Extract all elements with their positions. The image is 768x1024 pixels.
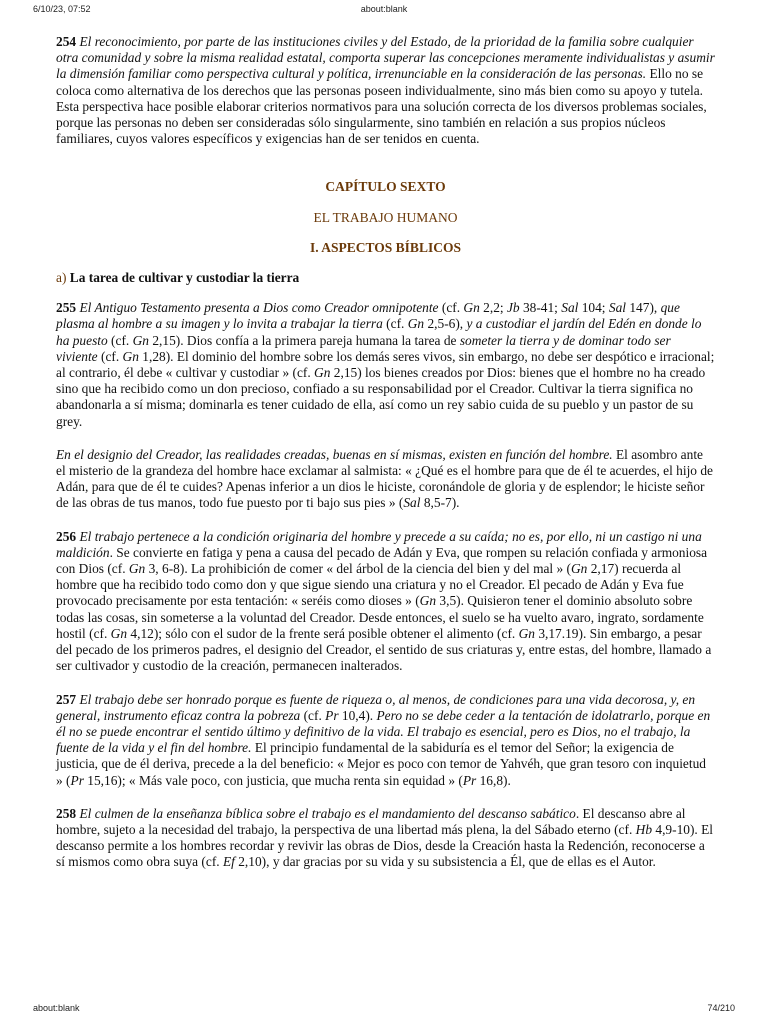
section-title: I. ASPECTOS BÍBLICOS — [310, 239, 461, 255]
footer-url: about:blank — [33, 1003, 80, 1013]
document-body — [56, 34, 715, 888]
paragraph-256: 256 El trabajo pertenece a la condición originaria del hombre y precede a su caída; no es, por ello, ni un castigo ni una maldición. Se convierte en fatiga y pena a causa del pecado de Adán y Eva, que rompen su relación confiada y armoniosa con Dios (cf. Gn 3, 6-8). La prohibición de comer « del árbol de la ciencia del bien y del mal » (Gn 2,17) recuerda al hombre que ha recibido todo como don y que sigue siendo una criatura y no el Creador. El pecado de Adán y Eva fue provocado precisamente por esta tentación: « seréis como dioses » (Gn 3,5). Quisieron tener el dominio absoluto sobre todas las cosas, sin someterse a la voluntad del Creador. Desde entonces, el suelo se ha vuelto avaro, ingrato, sordamente hostil (cf. Gn 4,12); sólo con el sudor de la frente será posible obtener el alimento (cf. Gn 3,17.19). Sin embargo, a pesar del pecado de los primeros padres, el designio del Creador, el sentido de sus criaturas y, entre estas, del hombre, llamado a ser cultivador y custodio de la creación, permanecen inalterados. — [56, 528, 712, 674]
paragraph-254: 254 El reconocimiento, por parte de las instituciones civiles y del Estado, de la prioridad de la familia sobre cualquier otra comunidad y sobre la misma realidad estatal, comporta superar las concepciones meramente individualistas y asumir la dimensión familiar como perspectiva cultural y política, irrenunciable en la consideración de las personas. Ello no se coloca como alternativa de los derechos que las personas poseen individualmente, sino más bien como su apoyo y tutela. Esta perspectiva hace posible elaborar criterios normativos para una solución correcta de los diversos problemas sociales, porque las personas no deben ser consideradas sólo singularmente, sino también en relación a sus propios núcleos familiares, cuyos valores específicos y exigencias han de ser tenidos en cuenta. — [56, 34, 715, 147]
paragraph-255: 255 El Antiguo Testamento presenta a Dios como Creador omnipotente (cf. Gn 2,2; Jb 38-41; Sal 104; Sal 147), que plasma al hombre a su imagen y lo invita a trabajar la tierra (cf. Gn 2,5-6), y a custodiar el jardín del Edén en donde lo ha puesto (cf. Gn 2,15). Dios confía a la primera pareja humana la tarea de someter la tierra y de dominar todo ser viviente (cf. Gn 1,28). El dominio del hombre sobre los demás seres vivos, sin embargo, no debe ser despótico e irracional; al contrario, él debe « cultivar y custodiar » (cf. Gn 2,15) los bienes creados por Dios: bienes que el hombre no ha creado sino que ha recibido como un don precioso, confiado a su responsabilidad por el Creador. Cultivar la tierra significa no abandonarla a sí misma; dominarla es tener cuidado de ella, así como un rey sabio cuida de su pueblo y un pastor de su grey. — [56, 300, 715, 429]
paragraph-258: 258 El culmen de la enseñanza bíblica sobre el trabajo es el mandamiento del descanso sabático. El descanso abre al hombre, sujeto a la necesidad del trabajo, la perspectiva de una libertad más plena, la del Sábado eterno (cf. Hb 4,9-10). El descanso permite a los hombres recordar y revivir las obras de Dios, desde la Creación hasta la Redención, reconocerse a sí mismos como obra suya (cf. Ef 2,10), y dar gracias por su vida y su subsistencia a Él, que de ellas es el Autor. — [56, 805, 714, 870]
paragraph-255-continued: En el designio del Creador, las realidades creadas, buenas en sí mismas, existen en función del hombre. El asombro ante el misterio de la grandeza del hombre hace exclamar al salmista: « ¿Qué es el hombre para que de él te acuerdes, el hijo de Adán, para que de él te cuides? Apenas inferior a un dios le hiciste, coronándole de gloria y de esplendor; le hiciste señor de las obras de tus manos, todo fue puesto por ti bajo sus pies » (Sal 8,5-7). — [56, 446, 713, 511]
paragraph-number: 255 — [56, 300, 77, 316]
paragraph-number: 256 — [56, 528, 77, 544]
paragraph-number: 254 — [56, 34, 77, 49]
paragraph-257: 257 El trabajo debe ser honrado porque es fuente de riqueza o, al menos, de condiciones para una vida decorosa, y, en general, instrumento eficaz contra la pobreza (cf. Pr 10,4). Pero no se debe ceder a la tentación de idolatrarlo, porque en él no se puede encontrar el sentido último y definitivo de la vida. El trabajo es esencial, pero es Dios, no el trabajo, la fuente de la vida y el fin del hombre. El principio fundamental de la sabiduría es el temor del Señor; la exigencia de justicia, que de él deriva, precede a la del beneficio: « Mejor es poco con temor de Yahvéh, que gran tesoro con inquietud » (Pr 15,16); « Más vale poco, con justicia, que mucha renta sin equidad » (Pr 16,8). — [56, 691, 711, 788]
chapter-subtitle: EL TRABAJO HUMANO — [313, 209, 458, 225]
subsection-heading: a) La tarea de cultivar y custodiar la tierra — [56, 270, 300, 286]
paragraph-number: 258 — [56, 805, 77, 821]
paragraph-number: 257 — [56, 691, 77, 707]
page-number: 74/210 — [707, 1003, 735, 1013]
chapter-title: CAPÍTULO SEXTO — [325, 179, 446, 195]
print-url: about:blank — [360, 4, 408, 14]
print-datetime: 6/10/23, 07:52 — [33, 4, 91, 14]
